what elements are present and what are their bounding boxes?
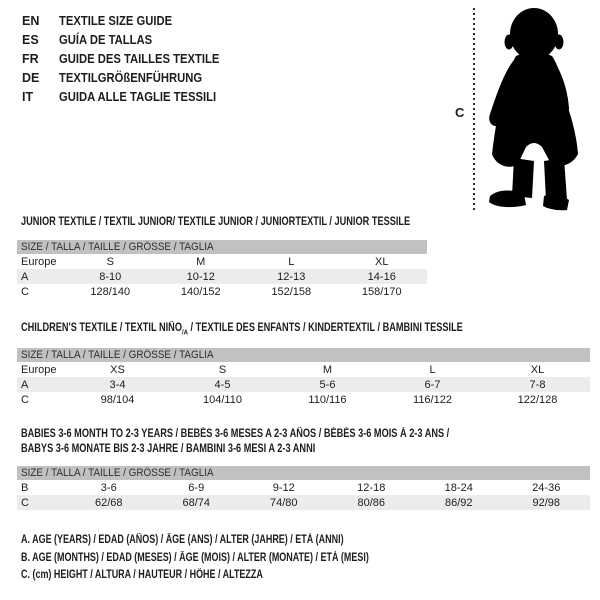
value-cell: XS xyxy=(110,363,125,376)
legend-line: B. AGE (MONTHS) / EDAD (MESES) / ÂGE (MOIS) / ALTER (MONATE) / ETÀ (MESI) xyxy=(21,551,369,564)
row-label-cell: C xyxy=(21,393,29,406)
legend-line: C. (cm) HEIGHT / ALTURA / HAUTEUR / HÖHE / ALTEZZA xyxy=(21,569,263,581)
value-cell: 116/122 xyxy=(413,393,452,406)
table-row xyxy=(17,362,590,377)
value-cell: 158/170 xyxy=(361,285,402,298)
value-cell: M xyxy=(322,363,333,376)
value-cell: S xyxy=(218,363,227,376)
language-code: FR xyxy=(22,51,39,66)
size-header-bar: SIZE / TALLA / TAILLE / GRÖSSE / TAGLIA xyxy=(17,240,427,254)
value-cell: 9-12 xyxy=(272,481,295,494)
value-cell: 68/74 xyxy=(182,496,211,509)
value-cell: 80/86 xyxy=(357,496,386,509)
value-cell: 7-8 xyxy=(529,378,546,391)
value-cell: XL xyxy=(375,255,389,268)
value-cell: 140/152 xyxy=(180,285,221,298)
language-title: TEXTILE SIZE GUIDE xyxy=(59,13,173,28)
height-dotted-line xyxy=(473,8,475,210)
table-row xyxy=(17,392,590,407)
row-label-cell: C xyxy=(21,496,29,509)
language-title: GUÍA DE TALLAS xyxy=(59,32,153,47)
legend-line: A. AGE (YEARS) / EDAD (AÑOS) / ÂGE (ANS) / ALTER (JAHRE) / ETÀ (ANNI) xyxy=(21,534,344,546)
value-cell: 8-10 xyxy=(99,270,122,283)
value-cell: 110/116 xyxy=(308,393,347,406)
row-label-cell: C xyxy=(21,285,29,298)
row-label-cell: A xyxy=(21,378,29,391)
value-cell: 5-6 xyxy=(319,378,336,391)
size-header-bar: SIZE / TALLA / TAILLE / GRÖSSE / TAGLIA xyxy=(17,466,590,480)
baby-silhouette-icon xyxy=(482,4,596,212)
value-cell: 10-12 xyxy=(186,270,215,283)
value-cell: 128/140 xyxy=(90,285,131,298)
value-cell: 14-16 xyxy=(367,270,396,283)
value-cell: 3-4 xyxy=(109,378,126,391)
value-cell: 122/128 xyxy=(517,393,558,406)
value-cell: 98/104 xyxy=(100,393,135,406)
legend xyxy=(21,534,467,587)
language-row xyxy=(22,87,237,106)
language-code: DE xyxy=(22,70,40,85)
language-code: ES xyxy=(22,32,39,47)
babies-size-table xyxy=(17,466,590,510)
value-cell: 12-18 xyxy=(357,481,386,494)
children-textile-section xyxy=(17,321,590,407)
value-cell: 62/68 xyxy=(94,496,123,509)
junior-size-table xyxy=(17,240,427,299)
value-cell: 6-7 xyxy=(424,378,441,391)
row-label-cell: A xyxy=(21,270,29,283)
row-label-cell: Europe xyxy=(21,255,57,268)
table-row xyxy=(17,284,427,299)
value-cell: XL xyxy=(530,363,545,376)
value-cell: 104/110 xyxy=(203,393,242,406)
value-cell: 18-24 xyxy=(444,481,473,494)
table-row xyxy=(17,269,427,284)
language-row xyxy=(22,11,237,30)
language-code: EN xyxy=(22,13,40,28)
value-cell: M xyxy=(196,255,206,268)
junior-textile-section xyxy=(17,215,427,299)
table-row xyxy=(17,377,590,392)
table-title: JUNIOR TEXTILE / TEXTIL JUNIOR/ TEXTILE JUNIOR / JUNIORTEXTIL / JUNIOR TESSILE xyxy=(21,216,411,228)
height-c-label: C xyxy=(455,105,465,120)
value-cell: 74/80 xyxy=(269,496,298,509)
language-row xyxy=(22,30,237,49)
value-cell: 152/158 xyxy=(271,285,312,298)
language-title: TEXTILGRÖßENFÜHRUNG xyxy=(59,70,203,85)
language-list xyxy=(22,11,237,106)
row-label-cell: B xyxy=(21,481,29,494)
row-label-cell: Europe xyxy=(21,363,57,376)
table-row xyxy=(17,254,427,269)
language-row xyxy=(22,68,237,87)
table-row xyxy=(17,495,590,510)
children-size-table xyxy=(17,348,590,407)
size-header-bar: SIZE / TALLA / TAILLE / GRÖSSE / TAGLIA xyxy=(17,348,590,362)
value-cell: 3-6 xyxy=(100,481,117,494)
language-row xyxy=(22,49,237,68)
value-cell: L xyxy=(288,255,295,268)
language-code: IT xyxy=(22,89,34,104)
value-cell: 92/98 xyxy=(532,496,561,509)
value-cell: 86/92 xyxy=(444,496,473,509)
value-cell: L xyxy=(429,363,436,376)
babies-textile-section xyxy=(17,427,590,510)
table-title: CHILDREN'S TEXTILE / TEXTIL $NIÑO_{/A}$ / TEXTILE DES ENFANTS / KINDERTEXTIL / BAMBINI TESSILE xyxy=(21,322,463,337)
table-row xyxy=(17,480,590,495)
table-title: BABIES 3-6 MONTH TO 2-3 YEARS / BEBÉS 3-6 MESES A 2-3 AÑOS / BÉBÉS 3-6 MOIS À 2-3 ANS / BABYS 3-6 MONATE BIS 2-3 JAHRE / BAMBINI 3-6 MESI A 2-3 ANNI xyxy=(21,428,450,455)
value-cell: 4-5 xyxy=(214,378,231,391)
value-cell: S xyxy=(106,255,114,268)
value-cell: 6-9 xyxy=(188,481,205,494)
language-title: GUIDE DES TAILLES TEXTILE xyxy=(59,51,220,66)
language-title: GUIDA ALLE TAGLIE TESSILI xyxy=(59,89,217,104)
value-cell: 24-36 xyxy=(532,481,561,494)
value-cell: 12-13 xyxy=(277,270,306,283)
